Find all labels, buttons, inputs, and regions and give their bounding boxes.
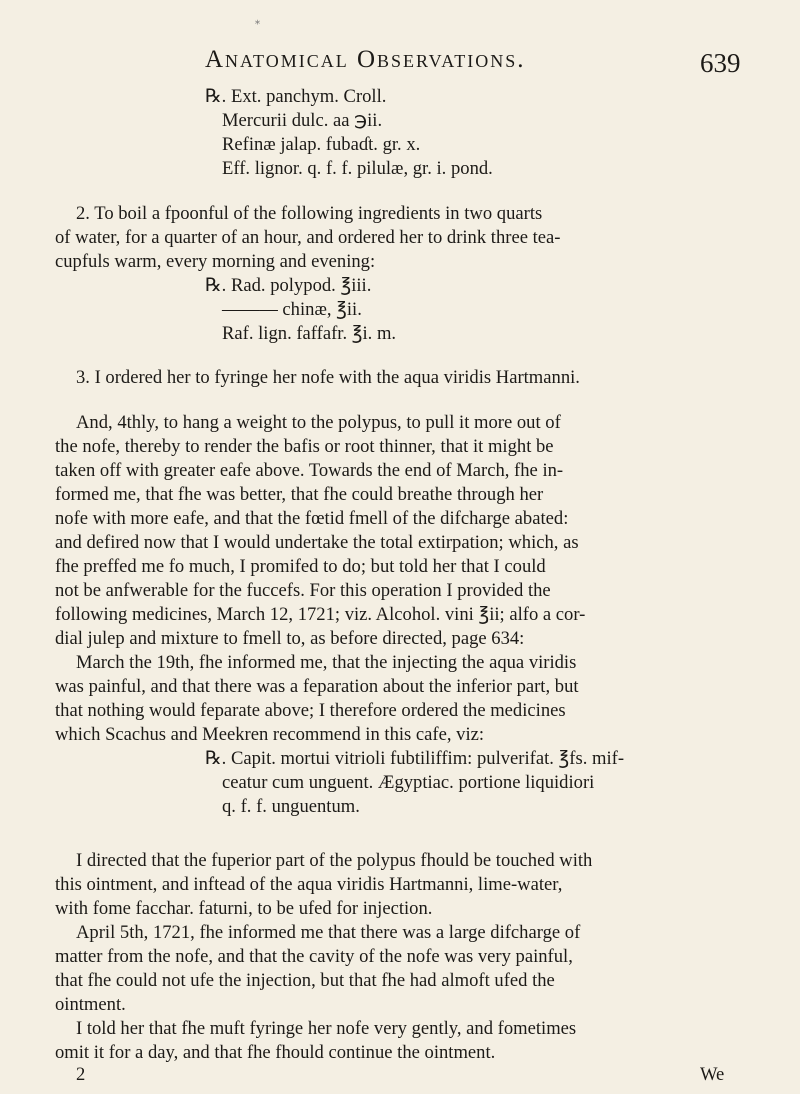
text-line: q. f. f. unguentum. xyxy=(222,796,360,817)
text-line: that nothing would feparate above; I therefore ordered the medicines xyxy=(55,700,566,721)
text-line: Eff. lignor. q. f. f. pilulæ, gr. i. pond. xyxy=(222,158,493,179)
text-line: with fome facchar. faturni, to be ufed for injection. xyxy=(55,898,433,919)
text-line: ——— chinæ, ℥ii. xyxy=(222,299,362,320)
text-line: formed me, that fhe was better, that fhe could breathe through her xyxy=(55,484,544,505)
page-header xyxy=(0,46,800,86)
text-line: taken off with greater eafe above. Towards the end of March, fhe in- xyxy=(55,460,564,481)
text-line: ℞. Ext. panchym. Croll. xyxy=(205,86,387,107)
text-line: 3. I ordered her to fyringe her nofe with the aqua viridis Hartmanni. xyxy=(76,367,580,388)
text-line: ℞. Rad. polypod. ℥iii. xyxy=(205,275,372,296)
text-line: that fhe could not ufe the injection, but that fhe had almoft ufed the xyxy=(55,970,555,991)
text-line: I directed that the fuperior part of the polypus fhould be touched with xyxy=(76,850,593,871)
text-line: the nofe, thereby to render the bafis or root thinner, that it might be xyxy=(55,436,554,457)
text-line: April 5th, 1721, fhe informed me that there was a large difcharge of xyxy=(76,922,581,943)
printer-mark: ⁎ xyxy=(255,16,260,27)
text-line: and defired now that I would undertake the total extirpation; which, as xyxy=(55,532,579,553)
running-title: Anatomical Observations. xyxy=(205,46,526,73)
page-number: 639 xyxy=(700,48,741,78)
text-line: dial julep and mixture to fmell to, as before directed, page 634: xyxy=(55,628,525,649)
text-line: was painful, and that there was a feparation about the inferior part, but xyxy=(55,676,579,697)
text-line: this ointment, and inftead of the aqua viridis Hartmanni, lime-water, xyxy=(55,874,563,895)
text-line: nofe with more eafe, and that the fœtid fmell of the difcharge abated: xyxy=(55,508,569,529)
text-line: I told her that fhe muft fyringe her nofe very gently, and fometimes xyxy=(76,1018,577,1039)
text-line: matter from the nofe, and that the cavity of the nofe was very painful, xyxy=(55,946,573,967)
text-line: ℞. Capit. mortui vitrioli fubtiliffim: pulverifat. ℥fs. mif- xyxy=(205,748,625,769)
text-line: Refinæ jalap. fubaɗt. gr. x. xyxy=(222,134,421,155)
text-line: which Scachus and Meekren recommend in this cafe, viz: xyxy=(55,724,485,745)
text-line: March the 19th, fhe informed me, that the injecting the aqua viridis xyxy=(76,652,577,673)
text-line: not be anfwerable for the fuccefs. For this operation I provided the xyxy=(55,580,551,601)
text-line: following medicines, March 12, 1721; viz. Alcohol. vini ℥ii; alfo a cor- xyxy=(55,604,586,625)
signature-mark: 2 xyxy=(76,1064,86,1085)
text-line: of water, for a quarter of an hour, and ordered her to drink three tea- xyxy=(55,227,561,248)
text-line: Mercurii dulc. aa ℈ii. xyxy=(222,110,383,131)
text-line: omit it for a day, and that fhe fhould continue the ointment. xyxy=(55,1042,496,1063)
catchword: We xyxy=(700,1064,725,1085)
text-line: cupfuls warm, every morning and evening: xyxy=(55,251,376,272)
text-line: 2. To boil a fpoonful of the following ingredients in two quarts xyxy=(76,203,543,224)
text-line: Raf. lign. faffafr. ℥i. m. xyxy=(222,323,397,344)
text-line: ointment. xyxy=(55,994,126,1015)
text-line: ceatur cum unguent. Ægyptiac. portione liquidiori xyxy=(222,772,595,793)
text-line: fhe preffed me fo much, I promifed to do; but told her that I could xyxy=(55,556,546,577)
text-line: And, 4thly, to hang a weight to the polypus, to pull it more out of xyxy=(76,412,561,433)
